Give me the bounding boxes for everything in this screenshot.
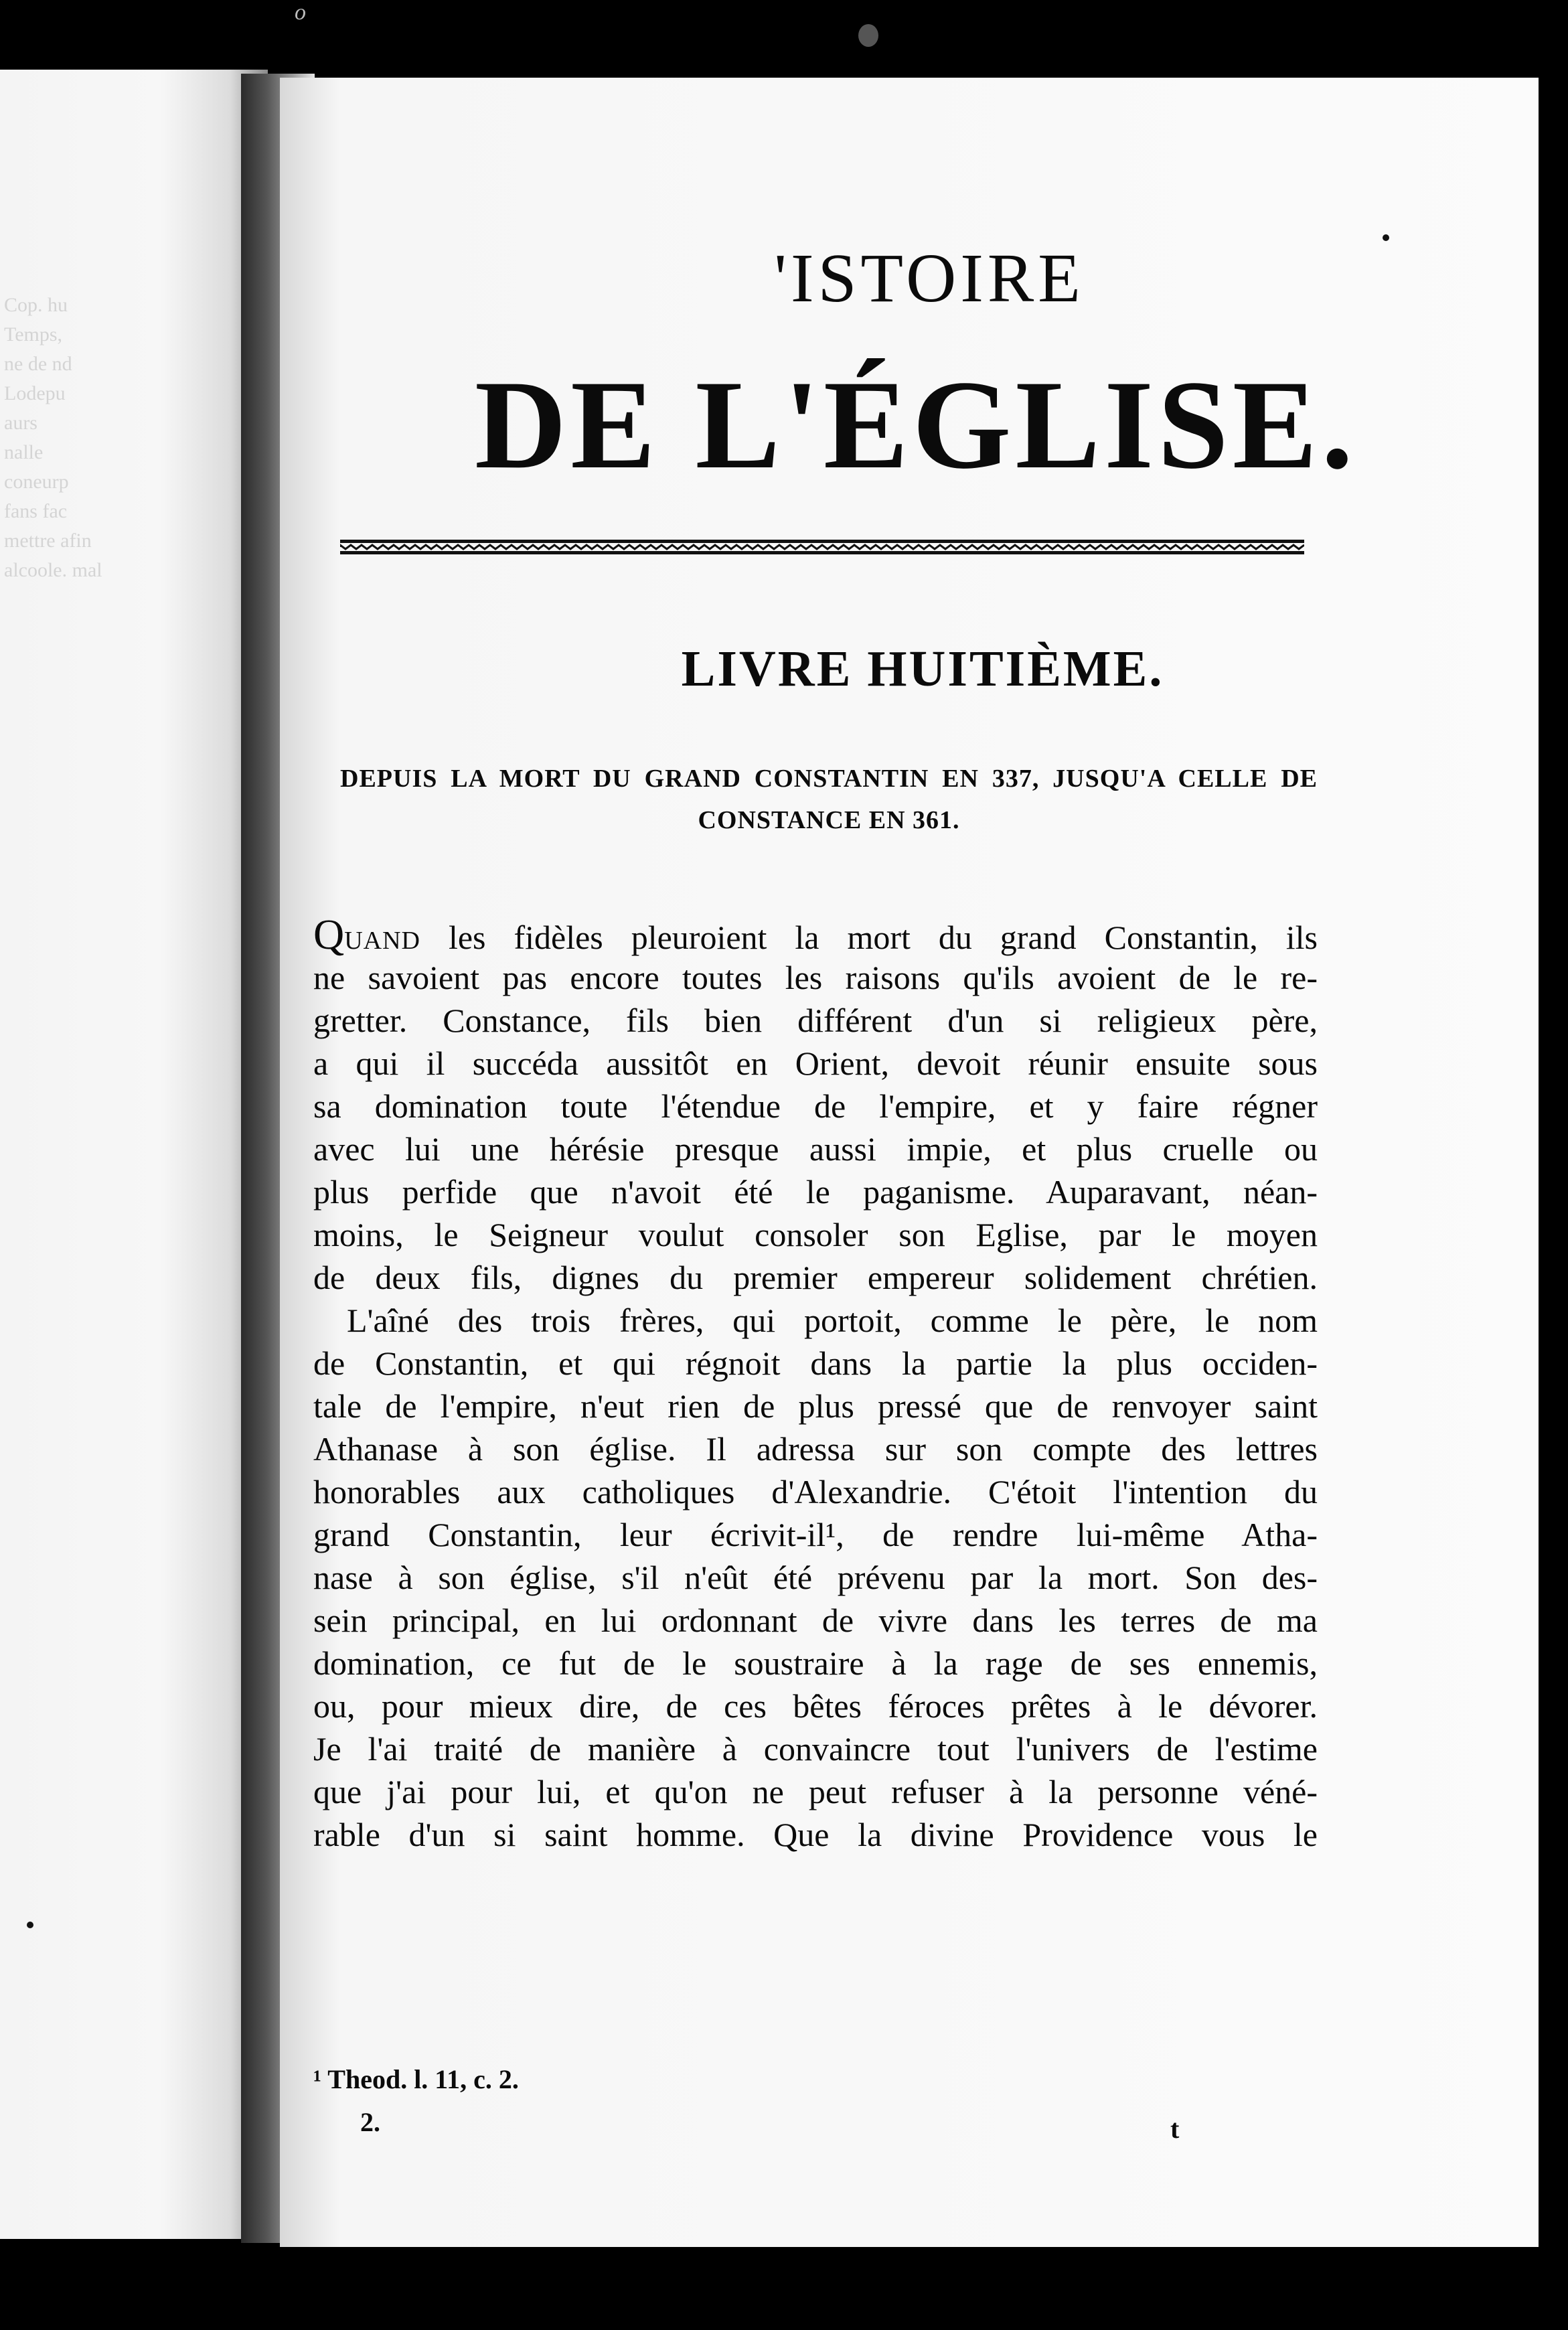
summary-line-2: CONSTANCE EN 361. [698,806,960,834]
small-caps-word: UAND [344,927,420,955]
body-line-text: plus perfide que n'avoit été le paganisme. Auparavant, néan- [313,1173,1318,1211]
body-line [313,1727,1318,1770]
summary-line-1: DEPUIS LA MORT DU GRAND CONSTANTIN EN 337, JUSQU'A CELLE DE [340,765,1318,793]
body-line-text: grand Constantin, leur écrivit-il¹, de rendre lui-même Atha- [313,1516,1318,1553]
right-page [280,78,1539,2247]
body-line [313,1385,1318,1427]
body-line-text: L'aîné des trois frères, qui portoit, comme le père, le nom [347,1302,1318,1339]
body-line [313,1128,1318,1170]
body-line-text: sein principal, en lui ordonnant de vivre dans les terres de ma [313,1602,1318,1639]
footnote: ¹ Theod. l. 11, c. 2. [313,2064,519,2094]
body-line [313,913,1318,956]
body-line-text: honorables aux catholiques d'Alexandrie. C'étoit l'intention du [313,1473,1318,1510]
drop-capital: Q [313,913,345,956]
ghost-line: Temps, [4,323,63,345]
body-line-text: de Constantin, et qui régnoit dans la partie la plus occiden- [313,1344,1318,1382]
body-line [313,1770,1318,1813]
body-line-text: rable d'un si saint homme. Que la divine Providence vous le [313,1816,1318,1853]
body-line [313,1642,1318,1685]
ghost-line: Cop. hu [4,294,68,316]
ghost-line: aurs [4,412,37,434]
ghost-line: ne de nd [4,353,72,375]
ghost-line: mettre afin [4,530,92,552]
left-page-edge [0,70,268,2239]
body-line-text: ou, pour mieux dire, de ces bêtes féroces prêtes à le dévorer. [313,1687,1318,1725]
body-line [313,1470,1318,1513]
body-line [313,999,1318,1042]
body-line [313,956,1318,999]
body-line [313,1342,1318,1385]
decorative-title-rule [340,540,1304,554]
body-line-text: moins, le Seigneur voulut consoler son Eglise, par le moyen [313,1216,1318,1253]
body-line [313,1556,1318,1599]
body-line [313,1813,1318,1856]
body-line-text: a qui il succéda aussitôt en Orient, devoit réunir ensuite sous [313,1044,1318,1082]
body-line [313,1213,1318,1256]
body-line-text: avec lui une hérésie presque aussi impie, et plus cruelle ou [313,1130,1318,1168]
body-line [313,1599,1318,1642]
signature-mark: 2. [360,2107,380,2137]
chapter-summary [340,758,1318,841]
body-line-text: de deux fils, dignes du premier empereur solidement chrétien. [313,1259,1318,1296]
top-margin-mark: o [295,0,306,25]
body-line [313,1685,1318,1727]
body-line [313,1427,1318,1470]
ghost-line: nalle [4,441,44,463]
body-line-text: que j'ai pour lui, et qu'on ne peut refuser à la personne véné- [313,1773,1318,1810]
body-line [313,1299,1318,1342]
catchword-mark: t [1170,2114,1180,2144]
running-title: 'ISTOIRE [774,240,1085,317]
main-title: DE L'ÉGLISE. [474,355,1358,495]
ghost-line: fans fac [4,500,68,522]
scan-speck [858,24,878,47]
body-line [313,1042,1318,1085]
book-heading: LIVRE HUITIÈME. [681,641,1164,697]
scan-speck [1383,234,1389,241]
scan-speck [27,1922,33,1928]
body-line-text: sa domination toute l'étendue de l'empire, et y faire régner [313,1087,1318,1125]
body-line-text: les fidèles pleuroient la mort du grand Constantin, ils [420,919,1318,956]
ghost-line: alcoole. mal [4,559,102,581]
body-line-text: gretter. Constance, fils bien différent d'un si religieux père, [313,1002,1318,1039]
body-line-text: domination, ce fut de le soustraire à la rage de ses ennemis, [313,1644,1318,1682]
body-line-text: Je l'ai traité de manière à convaincre tout l'univers de l'estime [313,1730,1318,1768]
body-line [313,1513,1318,1556]
ghost-line: coneurp [4,471,69,493]
body-line-text: nase à son église, s'il n'eût été prévenu par la mort. Son des- [313,1559,1318,1596]
body-line [313,1085,1318,1128]
body-line-text: ne savoient pas encore toutes les raisons qu'ils avoient de le re- [313,959,1318,996]
left-page-bleed-text [4,291,205,585]
body-line-text: tale de l'empire, n'eut rien de plus pressé que de renvoyer saint [313,1387,1318,1425]
body-text [313,913,1318,1856]
body-line [313,1170,1318,1213]
body-line [313,1256,1318,1299]
ghost-line: Lodepu [4,382,66,404]
body-line-text: Athanase à son église. Il adressa sur son compte des lettres [313,1430,1318,1468]
